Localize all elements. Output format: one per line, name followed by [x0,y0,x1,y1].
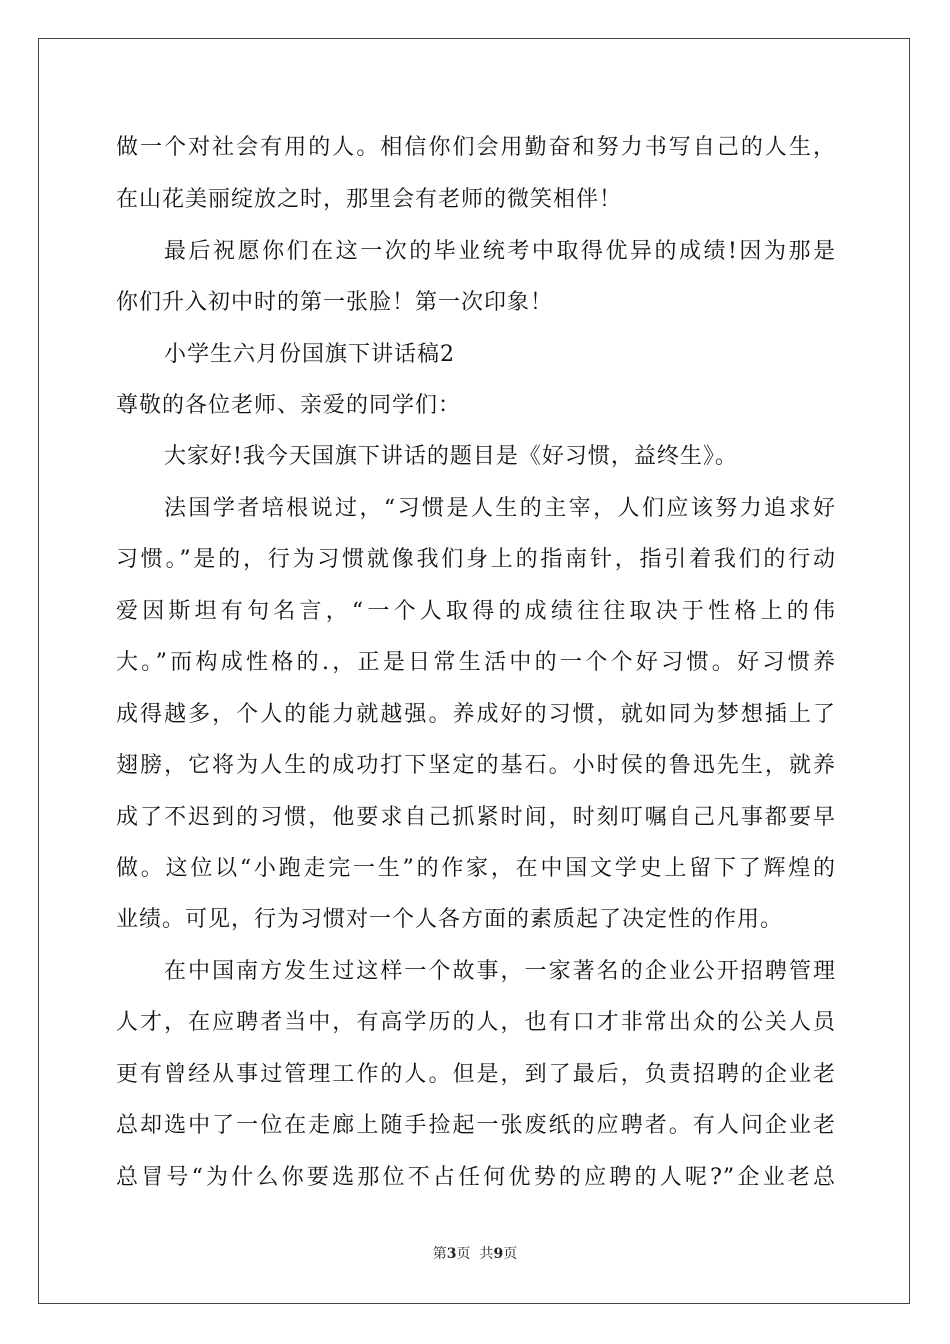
section-heading: 小学生六月份国旗下讲话稿2 [164,342,455,367]
total-page-number: 9 [493,1246,504,1262]
text-line: 做一个对社会有用的人。相信你们会用勤奋和努力书写自己的人生， [116,135,836,160]
text-line: 业绩。可见，行为习惯对一个人各方面的素质起了决定性的作用。 [116,907,784,932]
text-line: 做。这位以“小跑走完一生”的作家，在中国文学史上留下了辉煌的 [116,856,836,881]
salutation: 尊敬的各位老师、亲爱的同学们： [116,393,462,418]
footer-prefix: 第 [432,1246,447,1262]
text-line: 成了不迟到的习惯，他要求自己抓紧时间，时刻叮嘱自己凡事都要早 [116,805,836,830]
text-line: 成得越多，个人的能力就越强。养成好的习惯，就如同为梦想插上了 [116,702,836,727]
text-line: 习惯。”是的，行为习惯就像我们身上的指南针，指引着我们的行动 [116,547,836,572]
text-line: 大。”而构成性格的.，正是日常生活中的一个个好习惯。好习惯养 [116,650,836,675]
text-line: 在山花美丽绽放之时，那里会有老师的微笑相伴！ [116,187,623,212]
text-line: 在中国南方发生过这样一个故事，一家著名的企业公开招聘管理 [164,959,836,984]
text-line: 总却选中了一位在走廊上随手捡起一张废纸的应聘者。有人问企业老 [116,1113,836,1138]
page-number-footer [0,1244,950,1264]
current-page-number: 3 [446,1246,457,1262]
text-line: 爱因斯坦有句名言，“一个人取得的成绩往往取决于性格上的伟 [116,599,836,624]
text-line: 你们升入初中时的第一张脸！第一次印象！ [116,290,554,315]
text-line: 法国学者培根说过，“习惯是人生的主宰，人们应该努力追求好 [164,496,836,521]
footer-suffix: 页 [503,1246,518,1262]
footer-mid: 页 共 [456,1246,494,1262]
text-line: 翅膀，它将为人生的成功打下坚定的基石。小时侯的鲁迅先生，就养 [116,753,836,778]
text-line: 最后祝愿你们在这一次的毕业统考中取得优异的成绩!因为那是 [164,239,836,264]
text-line: 总冒号“为什么你要选那位不占任何优势的应聘的人呢?”企业老总 [116,1165,836,1190]
text-line: 更有曾经从事过管理工作的人。但是，到了最后，负责招聘的企业老 [116,1062,836,1087]
text-line: 人才，在应聘者当中，有高学历的人，也有口才非常出众的公关人员 [116,1010,836,1035]
text-line: 大家好!我今天国旗下讲话的题目是《好习惯，益终生》。 [164,444,738,469]
